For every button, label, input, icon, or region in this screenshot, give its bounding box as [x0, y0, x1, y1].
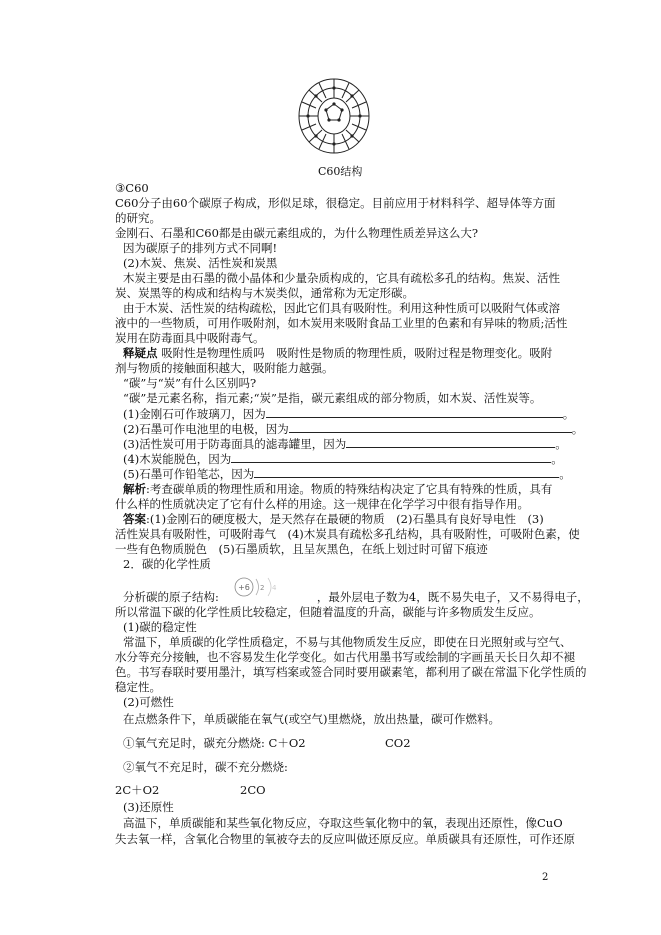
- text-span: :考查碳单质的物理性质和用途。物质的特殊结构决定了它具有特殊的性质，具有: [146, 482, 553, 496]
- equation-product: 2CO: [240, 783, 266, 797]
- carbon-atom-structure-diagram: [232, 575, 282, 599]
- text-line: ②氧气不充足时，碳不充分燃烧:: [123, 760, 288, 774]
- text-line: [123, 482, 552, 496]
- text-line: 常温下，单质碳的化学性质稳定，不易与其他物质发生反应，即使在日光照射或与空气、: [123, 635, 572, 649]
- label-bold: 答案: [123, 512, 146, 526]
- question-1: [123, 406, 574, 421]
- text-line: 失去氧一样，含氧化合物里的氧被夺去的反应叫做还原反应。单质碳具有还原性，可作还原: [115, 832, 575, 846]
- question-text: (1)金刚石可作玻璃刀，因为: [123, 407, 266, 421]
- text-line: 活性炭具有吸附性，可吸附毒气 (4)木炭具有疏松多孔结构，具有吸附性，可吸附色素，使: [115, 527, 580, 541]
- text-line: 在点燃条件下，单质碳能在氧气(或空气)里燃烧，放出热量，碳可作燃料。: [123, 712, 500, 726]
- text-line: 所以常温下碳的化学性质比较稳定，但随着温度的升高，碳能与许多物质发生反应。: [115, 605, 541, 619]
- text-line: 炭、炭黑等的构成和结构与木炭类似，通常称为无定形碳。: [115, 286, 414, 300]
- text-line: ③C60: [115, 181, 149, 195]
- text-line: 因为碳原子的排列方式不同啊!: [123, 241, 278, 255]
- question-text: (5)石墨可作铅笔芯，因为: [123, 467, 255, 481]
- end-mark: 。: [571, 422, 584, 436]
- answer-blank[interactable]: [231, 451, 551, 463]
- text-line: 什么样的性质就决定了它有什么样的用途。这一规律在化学学习中很有指导作用。: [115, 497, 529, 511]
- text-span: 吸附性是物理性质吗 吸附性是物质的物理性质，吸附过程是物理变化。吸附: [161, 346, 553, 360]
- answer-blank[interactable]: [289, 421, 572, 433]
- shell-1-electrons: 2: [260, 584, 265, 592]
- answer-blank[interactable]: [346, 436, 555, 448]
- shell-2-electrons: 4: [272, 584, 277, 592]
- text-line: [123, 512, 544, 526]
- c60-structure-figure: [296, 76, 372, 156]
- text-line: 液中的一些物质，可用作吸附剂，如木炭用来吸附食品工业里的色素和有异味的物质;活性: [115, 316, 568, 330]
- text-line: C60分子由60个碳原子构成，形似足球，很稳定。目前应用于材料科学、超导体等方面: [115, 196, 556, 210]
- text-span: :(1)金刚石的硬度极大，是天然存在最硬的物质 (2)石墨具有良好导电性 (3): [146, 512, 544, 526]
- text-line: “碳”与“炭”有什么区别吗?: [123, 376, 257, 390]
- question-2: [123, 421, 583, 436]
- end-mark: 。: [555, 437, 567, 451]
- text-line: (2)木炭、焦炭、活性炭和炭黑: [123, 256, 278, 270]
- text-line: 由于木炭、活性炭的结构疏松，因此它们具有吸附性。利用这种性质可以吸附气体或溶: [123, 301, 560, 315]
- equation-line: 2C＋O2: [115, 783, 160, 797]
- figure-caption: C60结构: [318, 165, 363, 178]
- end-mark: 。: [562, 407, 575, 421]
- text-span: 分析碳的原子结构:: [123, 590, 219, 604]
- text-line: 一些有色物质脱色 (5)石墨质软，且呈灰黑色，在纸上划过时可留下痕迹: [115, 542, 488, 556]
- nucleus-label: +6: [238, 583, 250, 592]
- text-line: 色。书写春联时要用墨汁，填写档案或签合同时要用碳素笔，都利用了碳在常温下化学性质的: [115, 665, 587, 679]
- subheading: (3)还原性: [123, 800, 174, 814]
- subheading: (2)可燃性: [123, 695, 174, 709]
- text-line: 金刚石、石墨和C60都是由碳元素组成的，为什么物理性质差异这么大?: [115, 226, 479, 240]
- text-line: 稳定性。: [115, 680, 161, 694]
- question-text: (4)木炭能脱色，因为: [123, 452, 232, 466]
- label-bold: 释疑点: [123, 346, 158, 360]
- text-line: 水分等充分接触，也不容易发生化学变化。如古代用墨书写或绘制的字画虽天长日久却不褪: [115, 650, 575, 664]
- text-line: [123, 346, 552, 360]
- section-heading: 2．碳的化学性质: [123, 557, 211, 571]
- end-mark: 。: [551, 452, 563, 466]
- text-line: “碳”是元素名称，指元素;“炭”是指，碳元素组成的部分物质，如木炭、活性炭等。: [123, 391, 542, 405]
- question-text: (3)活性炭可用于防毒面具的滤毒罐里，因为: [123, 437, 347, 451]
- label-bold: 解析: [123, 482, 146, 496]
- answer-blank[interactable]: [266, 406, 563, 418]
- page-number: 2: [542, 872, 549, 883]
- equation-product: CO2: [385, 736, 411, 750]
- text-line: [123, 590, 589, 604]
- text-line: 的研究。: [115, 211, 161, 225]
- question-text: (2)石墨可作电池里的电极，因为: [123, 422, 289, 436]
- text-line: 剂与物质的接触面积越大，吸附能力越强。: [115, 361, 334, 375]
- question-5: [123, 466, 571, 481]
- text-line: 炭用在防毒面具中吸附毒气。: [115, 331, 265, 345]
- equation-line: ①氧气充足时，碳充分燃烧: C＋O2: [123, 736, 306, 750]
- text-line: 木炭主要是由石墨的微小晶体和少量杂质构成的，它具有疏松多孔的结构。焦炭、活性: [123, 271, 560, 285]
- text-span: ，最外层电子数为4，既不易失电子，又不易得电子，: [316, 590, 589, 604]
- end-mark: 。: [559, 467, 571, 481]
- question-4: [123, 451, 563, 466]
- subheading: (1)碳的稳定性: [123, 620, 197, 634]
- text-line: 高温下，单质碳能和某些氧化物反应，夺取这些氧化物中的氧，表现出还原性，像CuO: [123, 816, 563, 830]
- answer-blank[interactable]: [254, 466, 559, 478]
- question-3: [123, 436, 567, 451]
